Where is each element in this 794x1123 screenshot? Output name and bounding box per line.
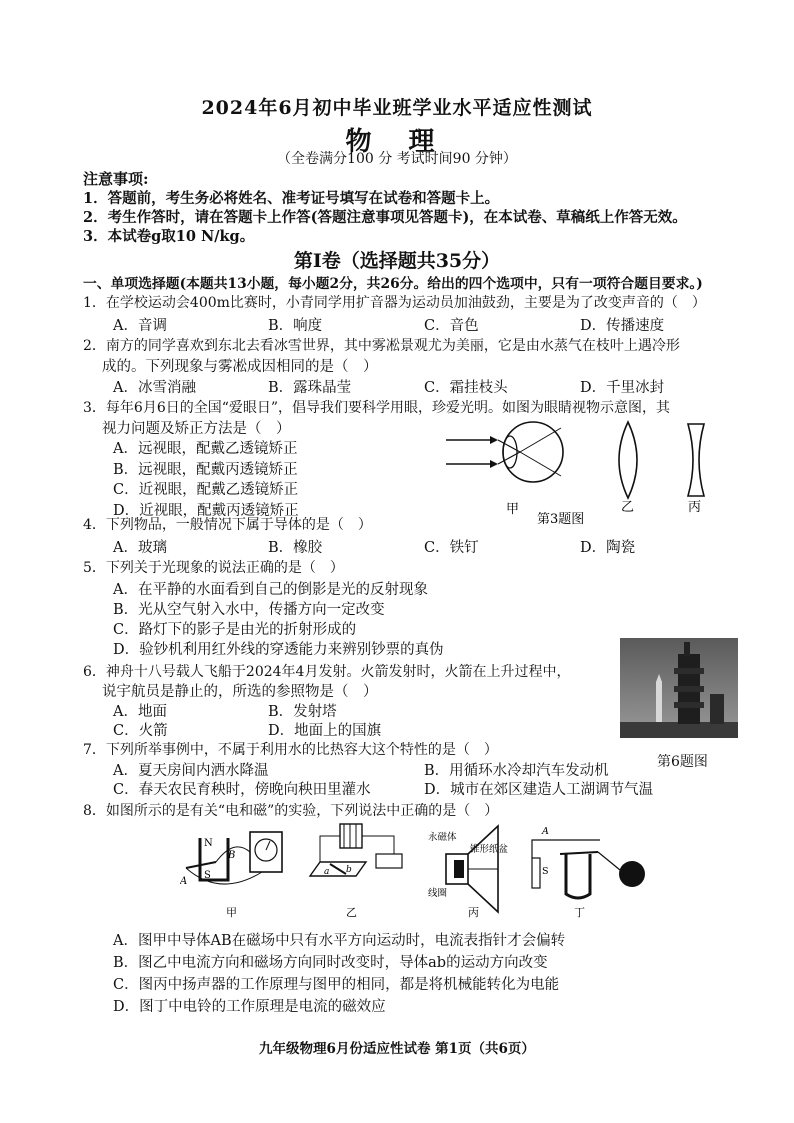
svg-text:S: S — [204, 870, 211, 881]
fig8-label-bing: 丙 — [468, 906, 479, 919]
convex-lens — [619, 422, 637, 498]
option: B．橡胶 — [268, 540, 323, 556]
section-title: 第I卷（选择题共35分） — [293, 250, 501, 272]
svg-text:A: A — [180, 876, 188, 887]
part-label: 一、单项选择题 — [83, 276, 180, 292]
option: A．玻璃 — [113, 540, 167, 556]
fig6-caption: 第6题图 — [657, 754, 708, 770]
question-stem: 6．神舟十八号载人飞船于2024年4月发射。火箭发射时，火箭在上升过程中， — [83, 664, 571, 680]
option: C．音色 — [424, 318, 479, 334]
fig8-label-ding: 丁 — [574, 906, 585, 919]
question-stem: 成的。下列现象与雾凇成因相同的是（ ） — [102, 359, 378, 375]
exam-title: 2024年6月初中毕业班学业水平适应性测试 — [201, 97, 593, 119]
option: C．路灯下的影子是由光的折射形成的 — [113, 622, 357, 638]
option: A．音调 — [113, 318, 167, 334]
question-stem: 8．如图所示的是有关“电和磁”的实验，下列说法中正确的是（ ） — [83, 803, 499, 819]
option: B．远视眼，配戴丙透镜矫正 — [113, 462, 298, 478]
option: D．验钞机利用红外线的穿透能力来辨别钞票的真伪 — [113, 642, 444, 658]
option: D．城市在郊区建造人工湖调节气温 — [424, 782, 654, 798]
fig3-label-bing: 丙 — [688, 500, 702, 515]
option: D．近视眼，配戴丙透镜矫正 — [113, 503, 299, 519]
question-stem: 视力问题及矫正方法是（ ） — [102, 421, 291, 437]
part-heading — [83, 272, 703, 292]
option: A．图甲中导体AB在磁场中只有水平方向运动时，电流表指针才会偏转 — [113, 933, 566, 949]
fig8-bing — [428, 826, 509, 919]
option: A．在平静的水面看到自己的倒影是光的反射现象 — [113, 582, 428, 598]
svg-text:b: b — [346, 865, 352, 875]
svg-text:A: A — [542, 826, 549, 837]
question-stem: 说宇航员是静止的，所选的参照物是（ ） — [102, 684, 378, 700]
fig8-yi — [310, 824, 402, 919]
option: B．光从空气射入水中，传播方向一定改变 — [113, 602, 385, 618]
eye-diagram — [446, 422, 563, 482]
svg-text:永磁体: 永磁体 — [428, 832, 457, 843]
fig8-label-yi: 乙 — [346, 906, 357, 919]
option: C．火箭 — [113, 723, 168, 739]
question-stem: 7．下列所举事例中，不属于利用水的比热容大这个特性的是（ ） — [83, 742, 498, 758]
option: A．远视眼，配戴乙透镜矫正 — [113, 441, 298, 457]
option: B．响度 — [268, 318, 323, 334]
subject-title: 物 理 — [345, 127, 449, 157]
option: B．露珠晶莹 — [268, 380, 352, 396]
option: B．用循环水冷却汽车发动机 — [424, 763, 609, 779]
page-footer: 九年级物理6月份适应性试卷 第1页（共6页） — [259, 1041, 535, 1057]
question-stem: 2．南方的同学喜欢到东北去看冰雪世界，其中雾凇景观尤为美丽，它是由水蒸气在枝叶上遇冷形 — [83, 338, 680, 354]
exam-meta: （全卷满分100 分 考试时间90 分钟） — [277, 151, 517, 167]
option: C．图丙中扬声器的工作原理与图甲的相同，都是将机械能转化为电能 — [113, 977, 560, 993]
electromagnetism-figure — [180, 818, 670, 920]
note-item: 1．答题前，考生务必将姓名、准考证号填写在试卷和答题卡上。 — [83, 190, 500, 207]
rocket-launch-photo — [620, 638, 738, 748]
notes-heading: 注意事项: — [83, 170, 149, 188]
fig8-jia — [180, 832, 282, 919]
svg-text:线圈: 线圈 — [428, 888, 448, 899]
concave-lens — [688, 424, 704, 496]
option: D．图丁中电铃的工作原理是电流的磁效应 — [113, 999, 386, 1015]
question-stem: 3．每年6月6日的全国“爱眼日”，倡导我们要科学用眼，珍爱光明。如图为眼睛视物示意图，其 — [83, 400, 671, 416]
option: B．发射塔 — [268, 704, 337, 720]
svg-text:S: S — [542, 866, 549, 877]
option: D．地面上的国旗 — [268, 723, 382, 739]
option: D．传播速度 — [580, 318, 665, 334]
eye-diagram-figure — [438, 420, 738, 530]
svg-text:锥形纸盆: 锥形纸盆 — [470, 844, 509, 855]
svg-text:a: a — [324, 867, 330, 877]
svg-text:B: B — [228, 850, 236, 861]
fig3-caption: 第3题图 — [537, 512, 585, 527]
option: A．冰雪消融 — [113, 380, 196, 396]
option: A．夏天房间内洒水降温 — [113, 763, 269, 779]
option: C．近视眼，配戴乙透镜矫正 — [113, 482, 299, 498]
option: D．千里冰封 — [580, 380, 665, 396]
part-description: (本题共13小题，每小题2分，共26分。给出的四个选项中，只有一项符合题目要求。) — [179, 276, 703, 292]
option: C．霜挂枝头 — [424, 380, 508, 396]
fig8-label-jia: 甲 — [226, 906, 237, 919]
fig8-ding — [532, 826, 645, 919]
option: C．铁钉 — [424, 540, 479, 556]
option: A．地面 — [113, 704, 167, 720]
note-item: 2．考生作答时，请在答题卡上作答(答题注意事项见答题卡)，在本试卷、草稿纸上作答无效。 — [83, 209, 687, 226]
fig3-label-yi: 乙 — [621, 500, 635, 515]
option: D．陶瓷 — [580, 540, 636, 556]
question-stem: 4．下列物品，一般情况下属于导体的是（ ） — [83, 517, 372, 533]
svg-text:N: N — [204, 838, 213, 849]
option: C．春天农民育秧时，傍晚向秧田里灌水 — [113, 782, 371, 798]
question-stem: 1．在学校运动会400m比赛时，小青同学用扩音器为运动员加油鼓劲，主要是为了改变声音的（ ） — [83, 295, 706, 311]
note-item: 3．本试卷g取10 N/kg。 — [83, 228, 255, 245]
option: B．图乙中电流方向和磁场方向同时改变时，导体ab的运动方向改变 — [113, 955, 548, 971]
fig3-label-jia: 甲 — [506, 502, 520, 517]
question-stem: 5．下列关于光现象的说法正确的是（ ） — [83, 560, 344, 576]
